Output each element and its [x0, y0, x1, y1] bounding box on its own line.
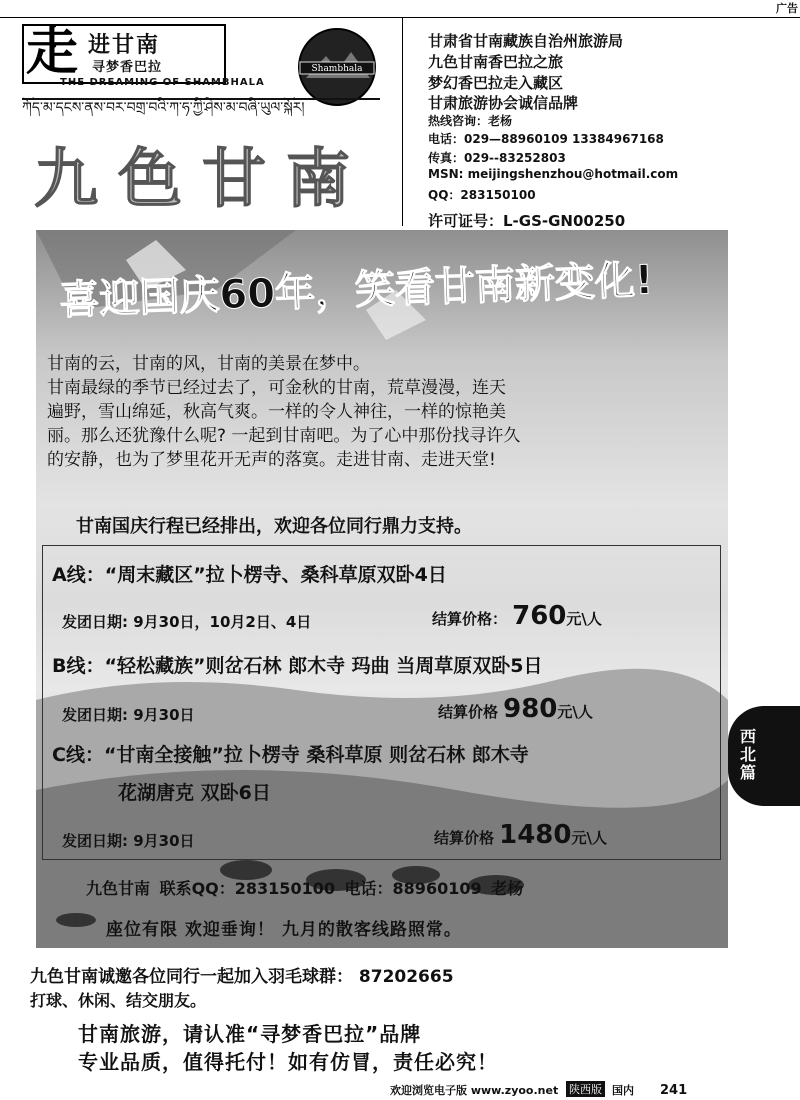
info-hotline: 热线咨询：老杨 — [428, 114, 513, 128]
ad-tag: 广告 — [776, 2, 798, 15]
side-tab-label: 西北篇 — [740, 727, 757, 782]
intro-line: 甘南的云，甘南的风，甘南的美景在梦中。 — [47, 354, 370, 374]
price-value: 980 — [503, 694, 558, 724]
tibetan-script — [22, 96, 380, 116]
top-rule — [0, 17, 800, 18]
info-assoc: 甘肃旅游协会诚信品牌 — [428, 94, 579, 112]
logo-line1: 进甘南 — [88, 33, 161, 58]
emblem-label: Shambhala — [311, 64, 363, 74]
schedule-note: 甘南国庆行程已经排出，欢迎各位同行鼎力支持。 — [76, 516, 472, 537]
footer-badge: 陕西版 — [566, 1081, 605, 1097]
route-a-departure: 发团日期: 9月30日，10月2日、4日 — [62, 613, 312, 631]
footer-domestic: 国内 — [612, 1084, 634, 1097]
price-value: 1480 — [499, 820, 572, 850]
slogan: 座位有限 欢迎垂询！ 九月的散客线路照常。 — [106, 920, 462, 940]
header-divider — [402, 18, 403, 226]
routes-box — [42, 545, 721, 860]
route-b-title: B线：“轻松藏族”则岔石林 郎木寺 玛曲 当周草原双卧5日 — [52, 655, 543, 677]
route-c-departure: 发团日期: 9月30日 — [62, 832, 195, 850]
info-org: 甘肃省甘南藏族自治州旅游局 — [428, 32, 624, 50]
brand-line2: 专业品质，值得托付！如有仿冒，责任必究！ — [78, 1050, 498, 1074]
intro-line: 丽。那么还犹豫什么呢? 一起到甘南吧。为了心中那份找寻许久 — [47, 426, 521, 446]
info-tour: 九色甘南香巴拉之旅 — [428, 53, 564, 71]
banner-title-text: 喜迎国庆60年，笑看甘南新变化! — [58, 257, 654, 324]
badminton-invite: 九色甘南诚邀各位同行一起加入羽毛球群： 87202665 — [30, 967, 454, 987]
tibetan-script-art-icon — [22, 96, 380, 116]
route-a-title: A线：“周末藏区”拉卜楞寺、桑科草原双卧4日 — [52, 564, 447, 586]
info-msn: MSN: meijingshenzhou@hotmail.com — [428, 167, 679, 181]
intro-line: 遍野，雪山绵延，秋高气爽。一样的令人神往，一样的惊艳美 — [47, 402, 506, 422]
route-c-price — [434, 820, 607, 850]
route-b-price — [438, 694, 593, 724]
logo-line2: 寻梦香巴拉 — [92, 60, 163, 75]
footer-browse: 欢迎浏览电子版 www.zyoo.net — [390, 1084, 559, 1097]
price-label: 结算价格： — [432, 610, 508, 628]
price-value: 760 — [512, 601, 567, 631]
page-number: 241 — [660, 1083, 688, 1098]
logo-english: THE DREAMING OF SHAMBHALA — [60, 77, 265, 88]
info-fax: 传真：029--83252803 — [428, 151, 566, 165]
side-tab — [728, 706, 800, 806]
route-c-subtitle: 花湖唐克 双卧6日 — [118, 782, 271, 804]
info-phone: 电话：029—88960109 13384967168 — [428, 132, 664, 146]
route-a-price — [432, 601, 602, 631]
intro-paragraph — [47, 352, 707, 472]
price-unit: 元\人 — [566, 610, 602, 628]
logo-main-char: 走 — [26, 21, 79, 82]
route-b-departure: 发团日期: 9月30日 — [62, 706, 195, 724]
banner-title — [40, 232, 730, 342]
intro-line: 的安静，也为了梦里花开无声的落寞。走进甘南、走进天堂! — [47, 450, 496, 470]
big-title: 九色甘南 — [34, 142, 370, 217]
route-c-title: C线：“甘南全接触”拉卜楞寺 桑科草原 则岔石林 郎木寺 — [52, 744, 529, 766]
badminton-note: 打球、休闲、结交朋友。 — [30, 991, 207, 1010]
price-unit: 元\人 — [571, 829, 607, 847]
info-dream: 梦幻香巴拉走入藏区 — [428, 74, 564, 92]
contact-line: 九色甘南 联系QQ：283150100 电话：88960109 老杨 — [86, 879, 524, 898]
info-license: 许可证号：L-GS-GN00250 — [428, 212, 626, 230]
price-unit: 元\人 — [557, 703, 593, 721]
price-label: 结算价格 — [438, 703, 499, 721]
intro-line: 甘南最绿的季节已经过去了，可金秋的甘南，荒草漫漫，连天 — [47, 378, 506, 398]
price-label: 结算价格 — [434, 829, 495, 847]
info-qq: QQ：283150100 — [428, 188, 536, 202]
svg-text:ཀོད་མ་དངས་ནས་བར་བགྲ་བའི་ཀ་ཧ་ཀྱ: ཀོད་མ་དངས་ནས་བར་བགྲ་བའི་ཀ་ཧ་ཀྱི་ཤེས་མ་བཞི་ཡུལ་སྐོར། — [22, 100, 305, 116]
brand-line1: 甘南旅游，请认准“寻梦香巴拉”品牌 — [78, 1022, 422, 1046]
